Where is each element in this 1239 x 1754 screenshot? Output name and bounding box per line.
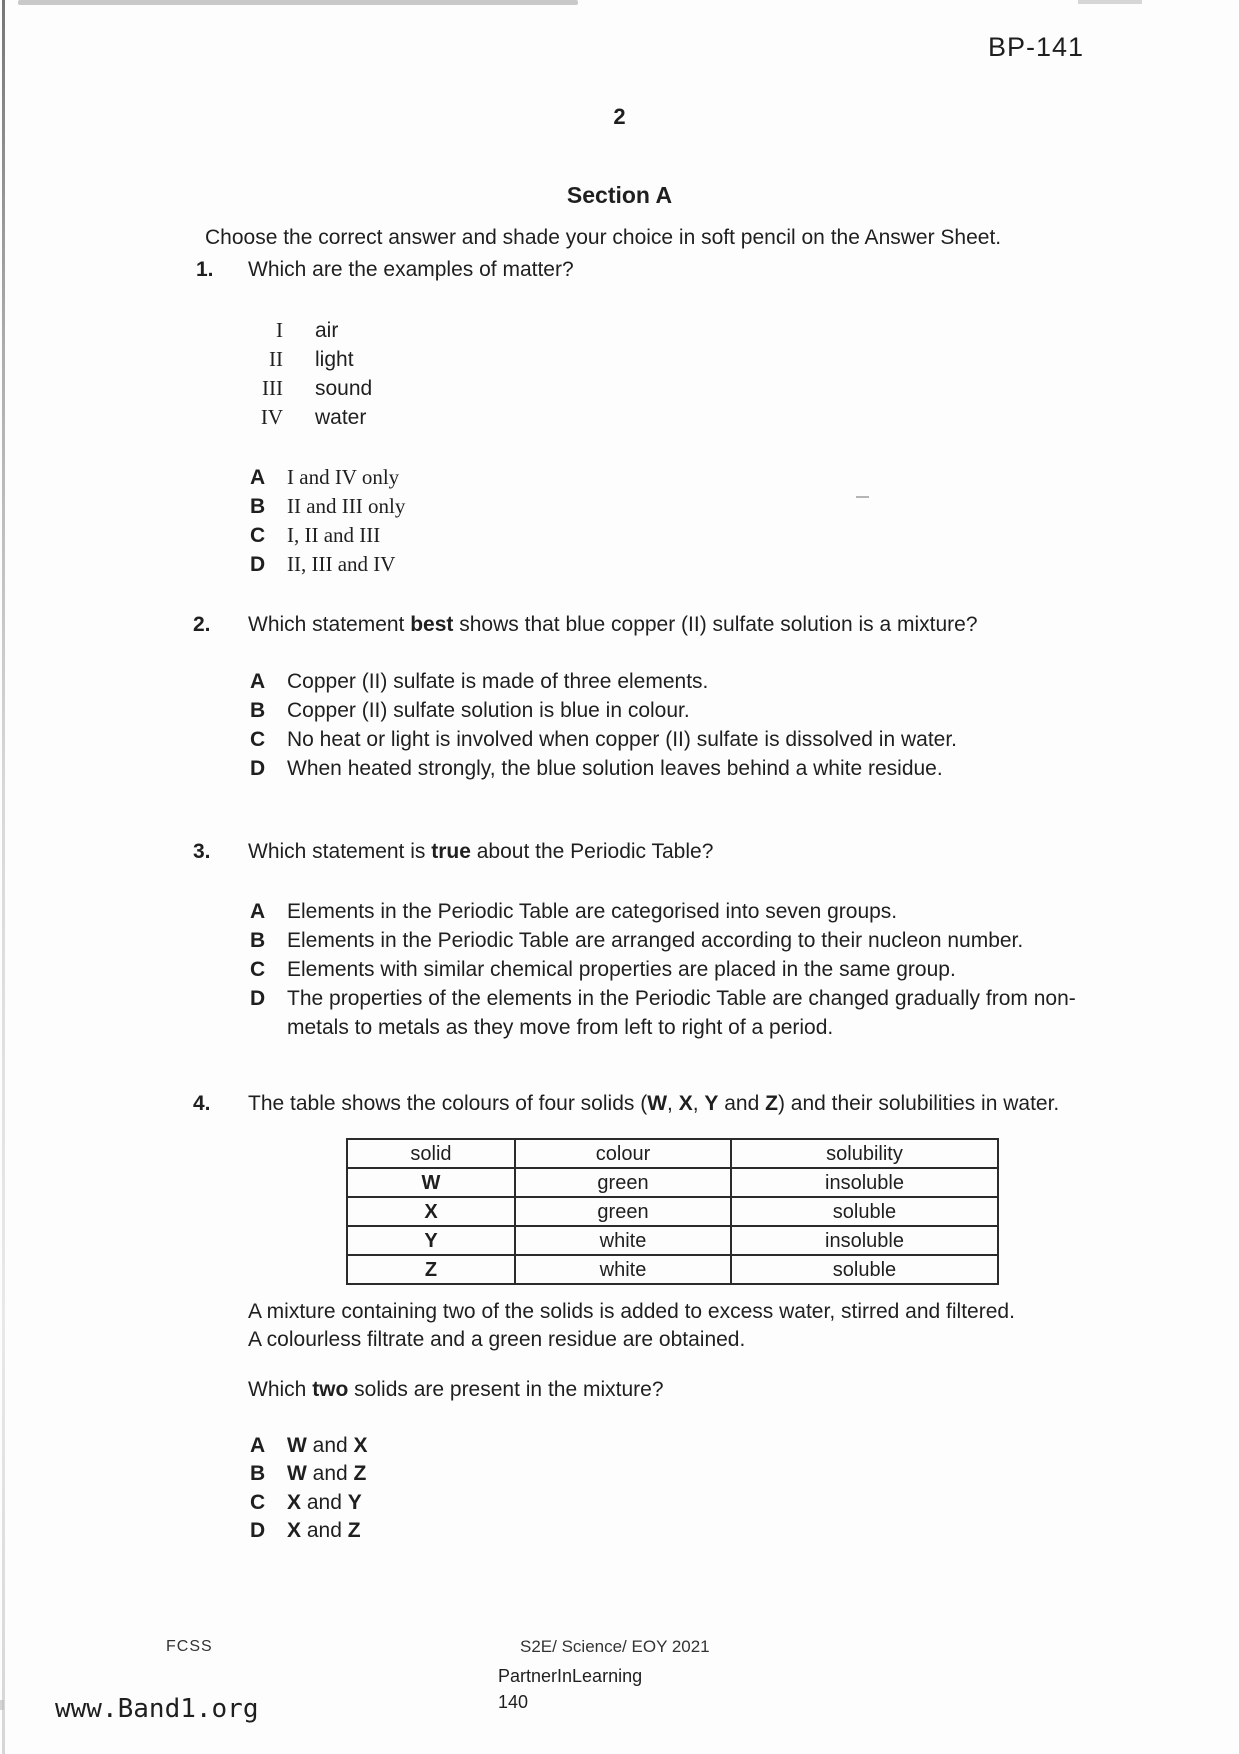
q4-option-b-letter: B [250,1462,266,1485]
footer-school-code: FCSS [166,1638,213,1655]
q1-text: Which are the examples of matter? [248,258,574,281]
table-header-solubility: solubility [731,1139,998,1168]
table-row [347,1255,998,1284]
q4-option-a-solid2: X [353,1434,368,1457]
q4-text [248,1090,1059,1118]
q4-number: 4. [193,1092,211,1115]
q3-option-b-text: Elements in the Periodic Table are arranged according to their nucleon number. [287,929,1024,952]
q1-item-III [245,375,372,403]
q3-option-c-text: Elements with similar chemical properties are placed in the same group. [287,958,956,981]
q4-question-bold: two [312,1378,349,1401]
section-title: Section A [566,182,673,208]
q3-option-b-letter: B [250,929,266,952]
q1-option-c-text: I, II and III [287,523,381,547]
q1-option-a-letter: A [250,466,266,489]
q4-option-d-and: and [301,1519,348,1542]
booklet-page-code: BP-141 [988,32,1085,62]
footer-paper-code: S2E/ Science/ EOY 2021 [520,1637,710,1656]
q2-option-b-letter: B [250,699,266,722]
q1-number: 1. [196,258,214,281]
q3-option-c [250,956,956,984]
q1-item-I-numeral: I [276,318,283,342]
table-header-row [347,1139,998,1168]
q1-item-I [245,317,338,345]
q1-option-d [250,551,395,579]
q4-option-a-solid1: W [287,1434,307,1457]
scan-artifact-top-smudge [18,0,578,5]
q3-text-post: about the Periodic Table? [470,840,714,863]
section-instruction: Choose the correct answer and shade your choice in soft pencil on the Answer Sheet. [205,226,1002,249]
q1-option-a [250,464,399,492]
table-cell-solid: X [347,1197,515,1226]
q4-text-run0: The table shows the colours of four solids ( [248,1092,648,1115]
q2-number: 2. [193,613,211,636]
q1-item-II-numeral: II [269,347,283,371]
table-cell-colour: white [515,1226,731,1255]
q4-option-c-solid2: Y [347,1491,362,1514]
q1-item-IV [245,404,366,432]
table-row [347,1168,998,1197]
footer-watermark-url: www.Band1.org [55,1694,259,1724]
q4-text-solid-y: Y [704,1092,719,1115]
q2-option-d-letter: D [250,757,266,780]
q3-number: 3. [193,840,211,863]
table-cell-colour: white [515,1255,731,1284]
q4-option-b-solid1: W [287,1462,307,1485]
q1-option-b [250,493,405,521]
table-header-solid: solid [347,1139,515,1168]
q1-option-d-text: II, III and IV [287,552,396,576]
q3-option-a-text: Elements in the Periodic Table are categorised into seven groups. [287,900,898,923]
q4-option-c-solid1: X [287,1491,302,1514]
q4-option-c [250,1489,362,1517]
q2-option-c [250,726,957,754]
scan-artifact-top-smudge-right [1078,0,1142,4]
q3-option-d-letter: D [250,987,266,1010]
table-cell-solubility: soluble [731,1255,998,1284]
q4-option-d-solid2: Z [347,1519,361,1542]
q2-option-b [250,697,690,725]
q4-text-run6: and [718,1092,766,1115]
q1-option-c-letter: C [250,524,266,547]
q1-option-d-letter: D [250,553,266,576]
q4-question-line [248,1376,664,1404]
q3-text-bold: true [431,840,471,863]
table-cell-solubility: soluble [731,1197,998,1226]
table-cell-colour: green [515,1197,731,1226]
q1-option-c [250,522,380,550]
q2-text-post: shows that blue copper (II) sulfate solution is a mixture? [453,613,978,636]
table-cell-solid: Y [347,1226,515,1255]
q4-text-run8: ) and their solubilities in water. [777,1092,1060,1115]
q1-item-IV-numeral: IV [260,405,283,429]
q2-option-c-text: No heat or light is involved when copper (II) sulfate is dissolved in water. [287,728,958,751]
q4-option-a-letter: A [250,1434,266,1457]
q4-option-d [250,1517,361,1545]
q4-option-d-letter: D [250,1519,266,1542]
q2-text-bold: best [410,613,454,636]
q4-text-run4: , [692,1092,705,1115]
q2-option-a [250,668,708,696]
q1-item-I-label: air [315,319,339,342]
q4-option-d-solid1: X [287,1519,302,1542]
q4-option-b-solid2: Z [353,1462,367,1485]
q4-option-b-and: and [306,1462,354,1485]
q1-item-III-numeral: III [262,376,283,400]
q1-option-b-text: II and III only [287,494,406,518]
scan-artifact-dash [856,496,869,498]
q1-option-b-letter: B [250,495,266,518]
q3-option-a [250,898,897,926]
q3-text-pre: Which statement is [248,840,432,863]
q4-option-c-letter: C [250,1491,266,1514]
page-number: 2 [613,104,626,129]
q4-option-a [250,1432,368,1460]
q2-option-b-text: Copper (II) sulfate solution is blue in colour. [287,699,690,722]
q1-item-IV-label: water [315,406,367,429]
scan-artifact-blob [0,1700,4,1710]
q3-option-d-text-line1: The properties of the elements in the Periodic Table are changed gradually from non- [287,987,1076,1010]
footer-partner-text: PartnerInLearning [498,1666,643,1686]
q3-option-a-letter: A [250,900,266,923]
table-row [347,1197,998,1226]
q2-option-d-text: When heated strongly, the blue solution leaves behind a white residue. [287,757,943,780]
q4-option-c-and: and [301,1491,348,1514]
q1-item-III-label: sound [315,377,373,400]
q4-paragraph-2: A colourless filtrate and a green residue are obtained. [248,1328,746,1351]
q1-item-II [245,346,354,374]
q4-question-pre: Which [248,1378,313,1401]
q3-option-c-letter: C [250,958,266,981]
q2-option-a-text: Copper (II) sulfate is made of three elements. [287,670,709,693]
q4-text-run2: , [667,1092,679,1115]
q4-option-a-and: and [306,1434,354,1457]
q4-text-solid-w: W [647,1092,668,1115]
q3-option-d [250,985,1076,1013]
table-header-colour: colour [515,1139,731,1168]
q2-option-a-letter: A [250,670,266,693]
solubility-table [346,1138,999,1285]
q3-option-d-text-line2: metals to metals as they move from left to right of a period. [287,1016,834,1039]
table-cell-solid: Z [347,1255,515,1284]
q4-option-b [250,1460,366,1488]
q4-text-solid-z: Z [765,1092,778,1115]
scan-artifact-left-edge [2,0,5,1754]
q3-option-b [250,927,1023,955]
q2-text-pre: Which statement [248,613,411,636]
q1-option-a-text: I and IV only [287,465,400,489]
table-cell-colour: green [515,1168,731,1197]
table-cell-solubility: insoluble [731,1168,998,1197]
q2-text [248,611,978,639]
footer-page-index: 140 [498,1692,529,1712]
table-cell-solid: W [347,1168,515,1197]
table-row [347,1226,998,1255]
q4-text-solid-x: X [678,1092,693,1115]
table-cell-solubility: insoluble [731,1226,998,1255]
q3-text [248,838,713,866]
q2-option-d [250,755,943,783]
q4-question-post: solids are present in the mixture? [348,1378,664,1401]
q1-item-II-label: light [315,348,354,371]
q4-paragraph-1: A mixture containing two of the solids is added to excess water, stirred and filtered. [248,1300,1015,1323]
q2-option-c-letter: C [250,728,266,751]
